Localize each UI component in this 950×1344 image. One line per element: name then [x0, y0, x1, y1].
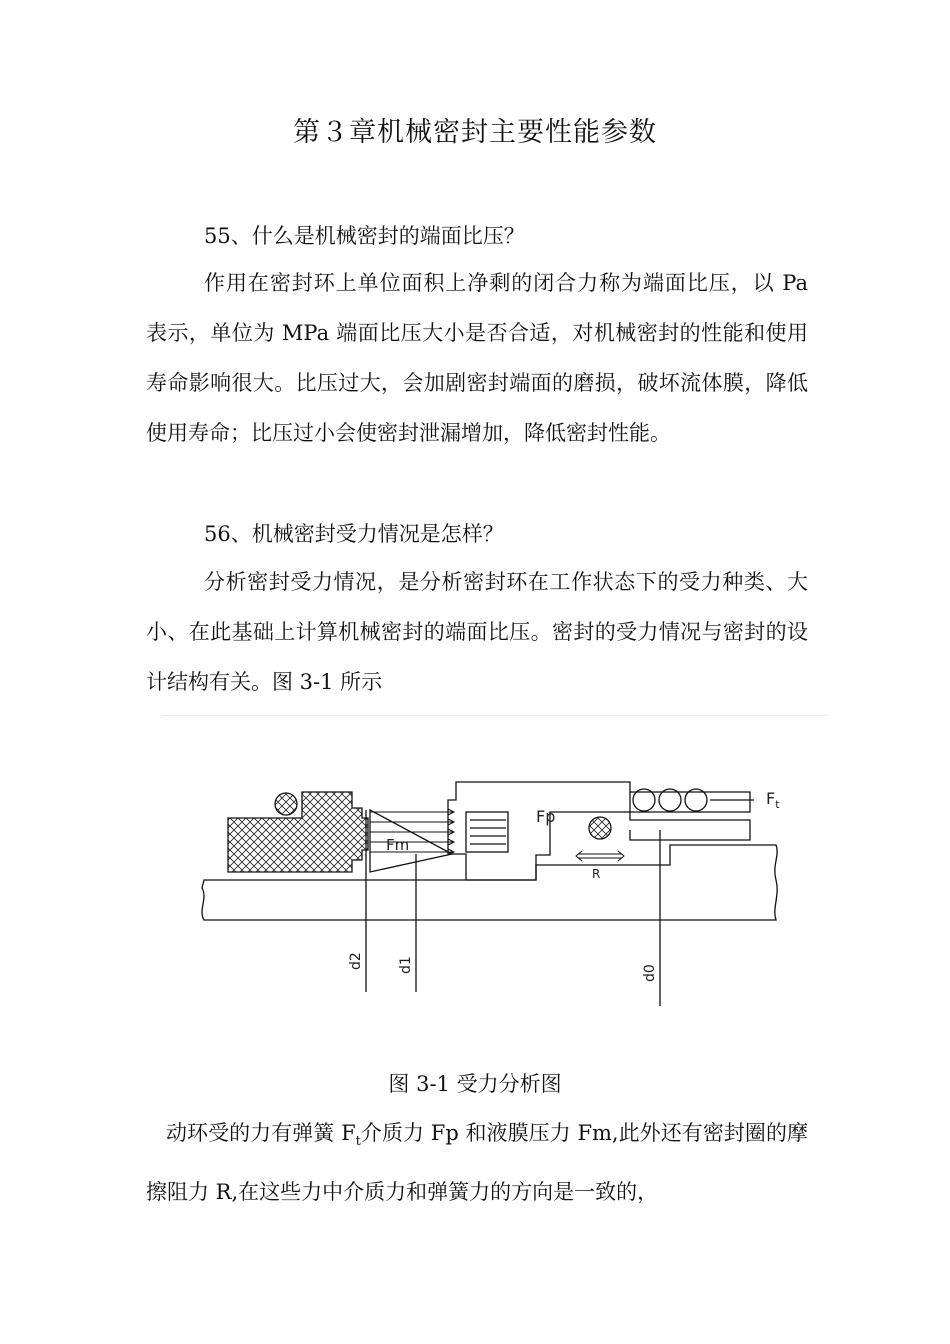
divider	[162, 715, 828, 716]
label-d1: d1	[398, 956, 414, 974]
label-d0: d0	[642, 964, 658, 982]
o-ring-stationary	[275, 793, 297, 815]
paragraph-forces	[146, 1108, 808, 1217]
label-r: R	[592, 867, 601, 881]
o-ring-rotating	[589, 817, 611, 839]
label-ft: $F_t$	[766, 789, 780, 811]
question-55: 55、什么是机械密封的端面比压？	[204, 224, 525, 248]
paragraph-forces-sub: t	[355, 1134, 361, 1150]
label-d2: d2	[348, 952, 364, 970]
r-arrow	[576, 851, 624, 861]
paragraph-forces-a: 动环受的力有弹簧 F	[166, 1121, 356, 1145]
spring-box	[466, 812, 508, 852]
answer-56: 分析密封受力情况，是分析密封环在工作状态下的受力种类、大小、在此基础上计算机械密封的端面比压。密封的受力情况与密封的设计结构有关。图 3-1 所示	[146, 570, 808, 694]
chapter-title: 第３章机械密封主要性能参数	[293, 117, 657, 148]
stationary-ring	[228, 792, 368, 872]
spring-retainer	[630, 792, 750, 840]
label-fm: Fm	[386, 836, 410, 854]
question-56: 56、机械密封受力情况是怎样？	[204, 522, 504, 546]
spring-coils	[470, 820, 506, 844]
label-fp: Fp	[536, 807, 556, 826]
paragraph-forces-b: 介质力 Fp 和液膜压力 Fm,此外还有密封圈的摩擦阻力 R,在这些力中介质力和弹簧力的方向是一致的，	[146, 1121, 808, 1205]
force-analysis-figure	[190, 770, 816, 1020]
figure-caption: 图 3-1 受力分析图	[388, 1072, 562, 1096]
fm-triangle	[370, 810, 452, 872]
answer-55: 作用在密封环上单位面积上净剩的闭合力称为端面比压，以 Pa 表示，单位为 MPa 端面比压大小是否合适，对机械密封的性能和使用寿命影响很大。比压过大，会加剧密封端面的磨损，破坏流体膜，降低使用寿命；比压过小会使密封泄漏增加，降低密封性能。	[146, 271, 808, 445]
